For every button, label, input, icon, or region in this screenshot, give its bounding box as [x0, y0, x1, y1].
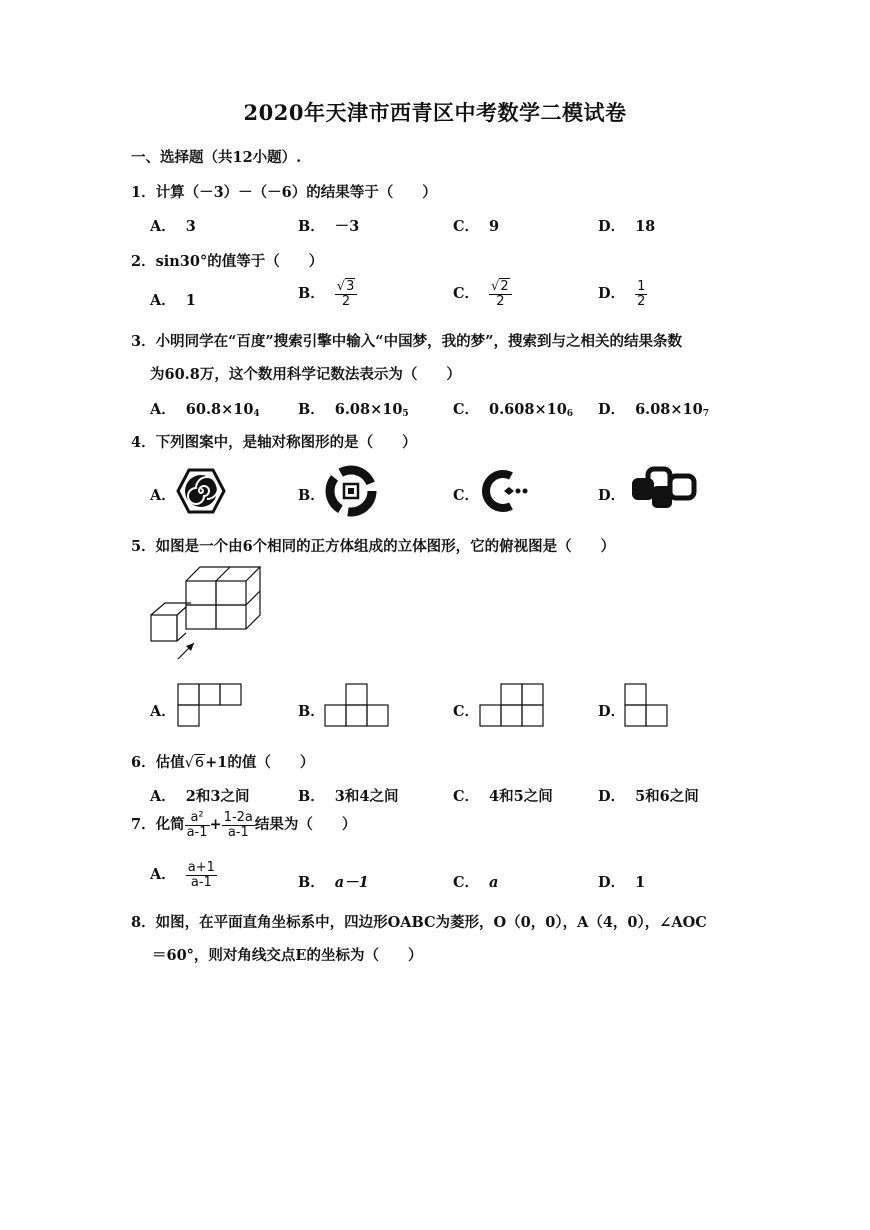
- top-view-option-a: [177, 683, 243, 727]
- hexagon-spiral-icon: [176, 468, 226, 514]
- question-8-stem-line1: 8．如图，在平面直角坐标系中，四边形OABC为菱形，O（0，0），A（4，0），∠AOC: [131, 914, 707, 931]
- q5-option-c-label[interactable]: C．: [453, 703, 480, 720]
- q7-option-a[interactable]: A． $\frac{a+1}{a-1}$: [150, 860, 215, 890]
- q3-option-d[interactable]: D． $6.08\times 10_7$: [598, 401, 709, 419]
- q4-option-b-label[interactable]: B．: [298, 487, 325, 504]
- q2-option-a[interactable]: A． 1: [150, 292, 196, 309]
- question-2-stem: 2．sin30°的值等于（ ）: [131, 253, 324, 270]
- q1-option-c[interactable]: C． 9: [453, 218, 500, 235]
- q3-option-a[interactable]: A． $60.8\times 10_4$: [150, 401, 260, 419]
- q1-option-a[interactable]: A． 3: [150, 218, 196, 235]
- fraction: $\frac{√3}{2}$: [335, 280, 358, 308]
- q5-option-d-label[interactable]: D．: [598, 703, 626, 720]
- interlocked-squares-icon: [628, 466, 698, 512]
- q5-option-b-label[interactable]: B．: [298, 703, 325, 720]
- q2-option-b[interactable]: B． $\frac{√3}{2}$: [298, 280, 357, 308]
- c-shape-arrow-icon: [478, 468, 534, 514]
- q5-option-a-label[interactable]: A．: [150, 703, 176, 720]
- q6-option-b[interactable]: B． 3和4之间: [298, 788, 399, 805]
- q4-option-d-label[interactable]: D．: [598, 487, 626, 504]
- q6-option-a[interactable]: A． 2和3之间: [150, 788, 250, 805]
- question-7-stem: 7．化简 $\frac{\text{a²}}{a-1}$ + $\frac{1-2a}{a-1}$ 结果为（ ）: [131, 810, 357, 840]
- question-1-stem: 1．计算（－3）－（－6）的结果等于（ ）: [131, 184, 437, 201]
- top-view-option-d: [624, 683, 670, 727]
- question-3-stem-line1: 3．小明同学在“百度”搜索引擎中输入“中国梦，我的梦”，搜索到与之相关的结果条数: [131, 333, 682, 350]
- question-5-stem: 5．如图是一个由6个相同的正方体组成的立体图形，它的俯视图是（ ）: [131, 538, 616, 555]
- fraction: $\frac{√2}{2}$: [489, 280, 512, 308]
- q4-option-c-label[interactable]: C．: [453, 487, 480, 504]
- fraction: $\frac{1-2a}{a-1}$: [223, 810, 253, 840]
- segmented-ring-icon: [326, 468, 376, 514]
- fraction: $\frac{\text{a²}}{a-1}$: [186, 810, 208, 840]
- q1-option-b[interactable]: B． －3: [298, 218, 360, 235]
- q2-option-c[interactable]: C． $\frac{√2}{2}$: [453, 280, 512, 308]
- question-6-stem: 6．估值√6+1的值（ ）: [131, 754, 315, 771]
- q7-option-d[interactable]: D． 1: [598, 874, 646, 891]
- q3-option-c[interactable]: C． $0.608\times 10_6$: [453, 401, 574, 419]
- q3-option-b[interactable]: B． $6.08\times 10_5$: [298, 401, 409, 419]
- page-title: 2020年天津市西青区中考数学二模试卷: [243, 100, 627, 125]
- q7-option-b[interactable]: B． a－1: [298, 874, 369, 891]
- q6-option-c[interactable]: C． 4和5之间: [453, 788, 553, 805]
- cube-stack-figure: [148, 563, 258, 663]
- section-heading: 一、选择题（共12小题）.: [131, 149, 302, 166]
- q2-option-d[interactable]: D． $\frac{1}{2}$: [598, 279, 646, 309]
- q6-option-d[interactable]: D． 5和6之间: [598, 788, 699, 805]
- question-8-stem-line2: ＝60°，则对角线交点E的坐标为（ ）: [152, 947, 423, 964]
- q7-option-c[interactable]: C． a: [453, 874, 499, 891]
- fraction: $\frac{1}{2}$: [637, 279, 646, 309]
- q4-option-a-label[interactable]: A．: [150, 487, 176, 504]
- q1-option-d[interactable]: D． 18: [598, 218, 656, 235]
- top-view-option-c: [479, 683, 545, 727]
- question-4-stem: 4．下列图案中，是轴对称图形的是（ ）: [131, 434, 417, 451]
- question-3-stem-line2: 为60.8万，这个数用科学记数法表示为（ ）: [150, 366, 461, 383]
- fraction: $\frac{a+1}{a-1}$: [187, 860, 215, 890]
- top-view-option-b: [324, 683, 390, 727]
